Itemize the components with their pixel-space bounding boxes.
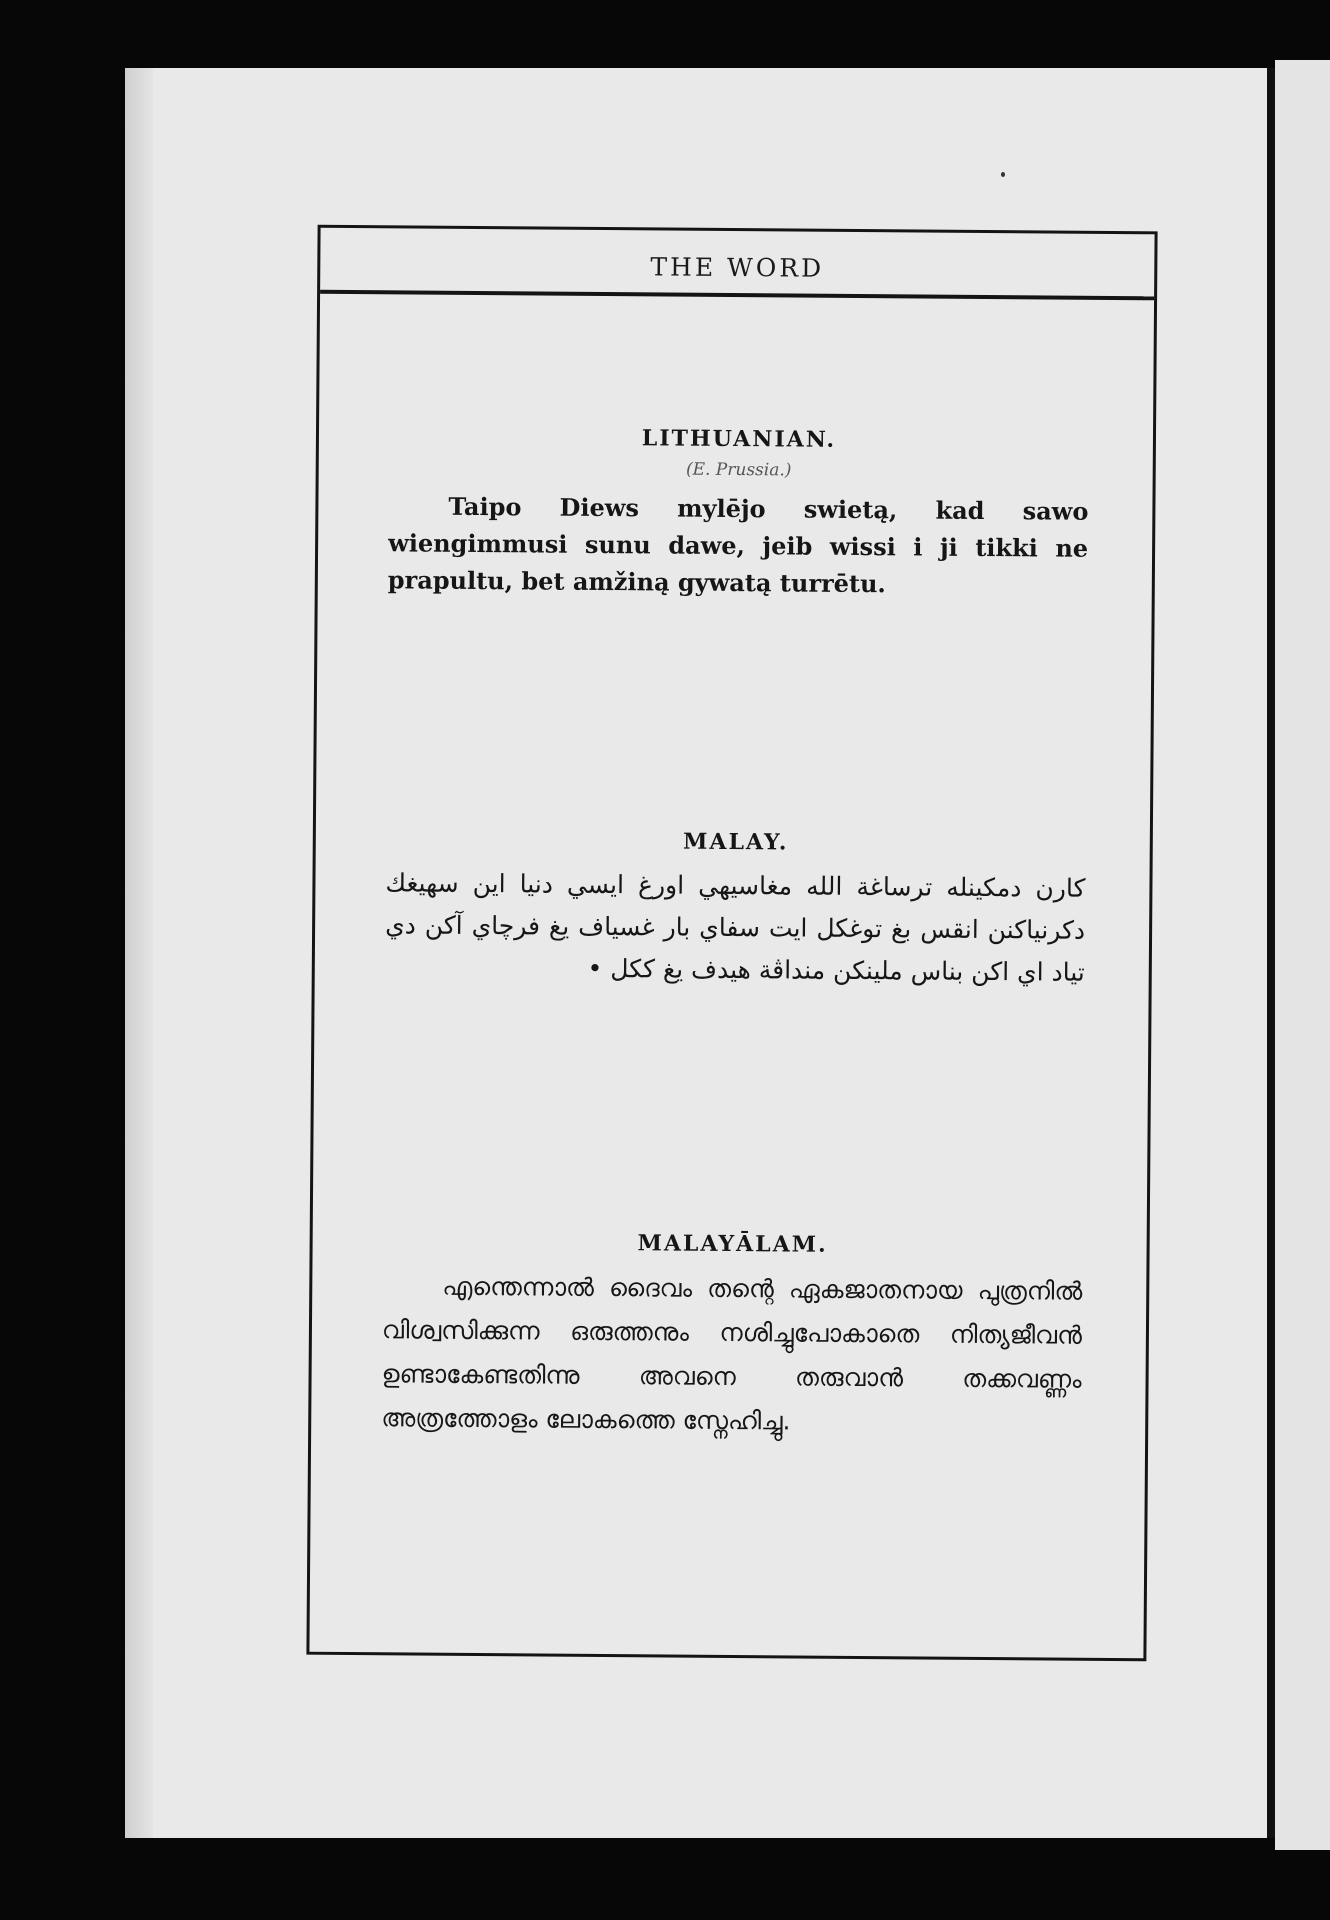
page-edge <box>125 68 153 1838</box>
section-subtitle: (E. Prussia.) <box>685 459 792 481</box>
section-title: MALAY. <box>682 828 789 856</box>
book-gutter <box>1267 68 1275 1838</box>
section-lithuanian <box>388 423 1089 603</box>
section-text: كارن دمكينله ترساغة الله مغاسيهي اورغ ايسي دنيا اين سهيغك دكرنياكنن انقس بغ توغكل ايت سفاي بار غسياف يغ فرچاي آكن دي تياد اي اكن بناس ملينكن منداڤة هيدف يغ ككل • <box>385 868 1086 987</box>
section-text: Taipo Diews mylējo swietą, kad sawo wiengimmusi sunu dawe, jeib wissi i ji tikki ne prapultu, bet amžiną gywatą turrētu. <box>387 491 1089 599</box>
section-malay <box>385 826 1086 993</box>
running-head: THE WORD <box>650 252 825 283</box>
text-frame <box>306 225 1157 1662</box>
section-text: എന്തെന്നാൽ ദൈവം തന്റെ ഏകജാതനായ പുത്രനിൽ വിശ്വസിക്കുന്ന ഒരുത്തനും നശിച്ചുപോകാതെ നിത്യജീവൻ ഉണ്ടാകേണ്ടതിന്നു അവനെ തരുവാൻ തക്കവണ്ണം അത്രത്തോളം ലോകത്തെ സ്നേഹിച്ചു. <box>381 1271 1083 1436</box>
ink-speck <box>1001 172 1005 177</box>
header-rule <box>320 290 1154 301</box>
section-title: LITHUANIAN. <box>641 425 837 453</box>
section-title: MALAYĀLAM. <box>637 1230 828 1258</box>
section-malayalam <box>381 1228 1083 1445</box>
facing-page-edge <box>1275 60 1330 1850</box>
